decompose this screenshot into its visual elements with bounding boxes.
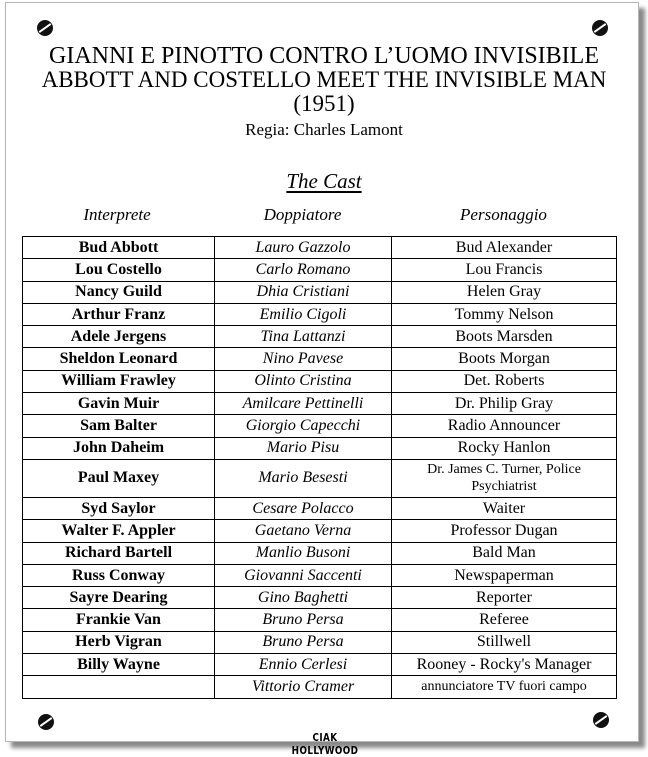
- release-year: (1951): [293, 91, 355, 116]
- actor-cell: William Frawley: [23, 370, 215, 392]
- dubber-cell: Olinto Cristina: [215, 370, 392, 392]
- actor-cell: Billy Wayne: [23, 654, 215, 676]
- column-header-character: Personaggio: [460, 205, 547, 224]
- dubber-cell: Lauro Gazzolo: [215, 237, 392, 259]
- actor-cell: Frankie Van: [23, 609, 215, 631]
- table-row: [23, 609, 617, 631]
- cast-heading: [0, 169, 648, 193]
- character-cell: Bud Alexander: [392, 237, 617, 259]
- actor-cell: [23, 676, 215, 698]
- dubber-cell: Bruno Persa: [215, 609, 392, 631]
- dubber-cell: Giorgio Capecchi: [215, 415, 392, 437]
- dubber-cell: Gaetano Verna: [215, 520, 392, 542]
- character-cell: Stillwell: [392, 631, 617, 653]
- dubber-cell: Manlio Busoni: [215, 542, 392, 564]
- character-cell: Newspaperman: [392, 564, 617, 586]
- character-cell: Tommy Nelson: [392, 303, 617, 325]
- actor-cell: Sam Balter: [23, 415, 215, 437]
- dubber-cell: Carlo Romano: [215, 259, 392, 281]
- character-cell: Reporter: [392, 587, 617, 609]
- cast-heading-text: The Cast: [286, 169, 362, 193]
- dubber-cell: Amilcare Pettinelli: [215, 393, 392, 415]
- cast-table: [22, 236, 617, 699]
- character-cell: Professor Dugan: [392, 520, 617, 542]
- actor-cell: Syd Saylor: [23, 497, 215, 519]
- table-row: [23, 654, 617, 676]
- screw-icon: [38, 714, 54, 730]
- actor-cell: Lou Costello: [23, 259, 215, 281]
- actor-cell: Arthur Franz: [23, 303, 215, 325]
- character-cell: Waiter: [392, 497, 617, 519]
- table-row: [23, 497, 617, 519]
- character-cell: annunciatore TV fuori campo: [392, 676, 617, 698]
- dubber-cell: Cesare Polacco: [215, 497, 392, 519]
- table-row: [23, 520, 617, 542]
- dubber-cell: Nino Pavese: [215, 348, 392, 370]
- table-row: [23, 303, 617, 325]
- table-row: [23, 587, 617, 609]
- dubber-cell: Tina Lattanzi: [215, 326, 392, 348]
- actor-cell: Sayre Dearing: [23, 587, 215, 609]
- character-cell: Rocky Hanlon: [392, 437, 617, 459]
- character-cell: Helen Gray: [392, 281, 617, 303]
- dubber-cell: Mario Besesti: [215, 459, 392, 497]
- table-row: [23, 676, 617, 698]
- screw-icon: [592, 20, 608, 36]
- character-cell: Lou Francis: [392, 259, 617, 281]
- character-cell: Referee: [392, 609, 617, 631]
- table-row: [23, 542, 617, 564]
- character-cell: Boots Marsden: [392, 326, 617, 348]
- dubber-cell: Mario Pisu: [215, 437, 392, 459]
- actor-cell: Paul Maxey: [23, 459, 215, 497]
- table-row: [23, 631, 617, 653]
- actor-cell: Sheldon Leonard: [23, 348, 215, 370]
- character-cell: Dr. James C. Turner, Police Psychiatrist: [392, 459, 617, 497]
- actor-cell: Richard Bartell: [23, 542, 215, 564]
- actor-cell: Walter F. Appler: [23, 520, 215, 542]
- table-row: [23, 281, 617, 303]
- screw-icon: [37, 20, 53, 36]
- table-row: [23, 348, 617, 370]
- character-cell: Dr. Philip Gray: [392, 393, 617, 415]
- table-row: [23, 237, 617, 259]
- dubber-cell: Ennio Cerlesi: [215, 654, 392, 676]
- actor-cell: Adele Jergens: [23, 326, 215, 348]
- dubber-cell: Vittorio Cramer: [215, 676, 392, 698]
- dubber-cell: Giovanni Saccenti: [215, 564, 392, 586]
- actor-cell: John Daheim: [23, 437, 215, 459]
- screw-icon: [593, 712, 609, 728]
- character-cell: Boots Morgan: [392, 348, 617, 370]
- table-row: [23, 370, 617, 392]
- actor-cell: Nancy Guild: [23, 281, 215, 303]
- column-header-dubber: Doppiatore: [263, 205, 342, 224]
- character-cell: Rooney - Rocky's Manager: [392, 654, 617, 676]
- dubber-cell: Dhia Cristiani: [215, 281, 392, 303]
- table-row: [23, 437, 617, 459]
- title-english: ABBOTT AND COSTELLO MEET THE INVISIBLE MAN: [41, 67, 607, 92]
- cast-table-body: [23, 237, 617, 699]
- character-cell: Radio Announcer: [392, 415, 617, 437]
- table-row: [23, 326, 617, 348]
- table-row: [23, 393, 617, 415]
- dubber-cell: Bruno Persa: [215, 631, 392, 653]
- actor-cell: Bud Abbott: [23, 237, 215, 259]
- ciak-hollywood-logo: CIAK HOLLYWOOD: [291, 731, 359, 757]
- dubber-cell: Gino Baghetti: [215, 587, 392, 609]
- dubber-cell: Emilio Cigoli: [215, 303, 392, 325]
- table-row: [23, 415, 617, 437]
- character-cell: Det. Roberts: [392, 370, 617, 392]
- table-row: [23, 259, 617, 281]
- table-row: [23, 459, 617, 497]
- actor-cell: Russ Conway: [23, 564, 215, 586]
- director: Regia: Charles Lamont: [245, 120, 403, 139]
- character-cell: Bald Man: [392, 542, 617, 564]
- actor-cell: Herb Vigran: [23, 631, 215, 653]
- actor-cell: Gavin Muir: [23, 393, 215, 415]
- title-italian: GIANNI E PINOTTO CONTRO L’UOMO INVISIBILE: [49, 43, 599, 69]
- table-row: [23, 564, 617, 586]
- column-header-actor: Interprete: [83, 205, 151, 224]
